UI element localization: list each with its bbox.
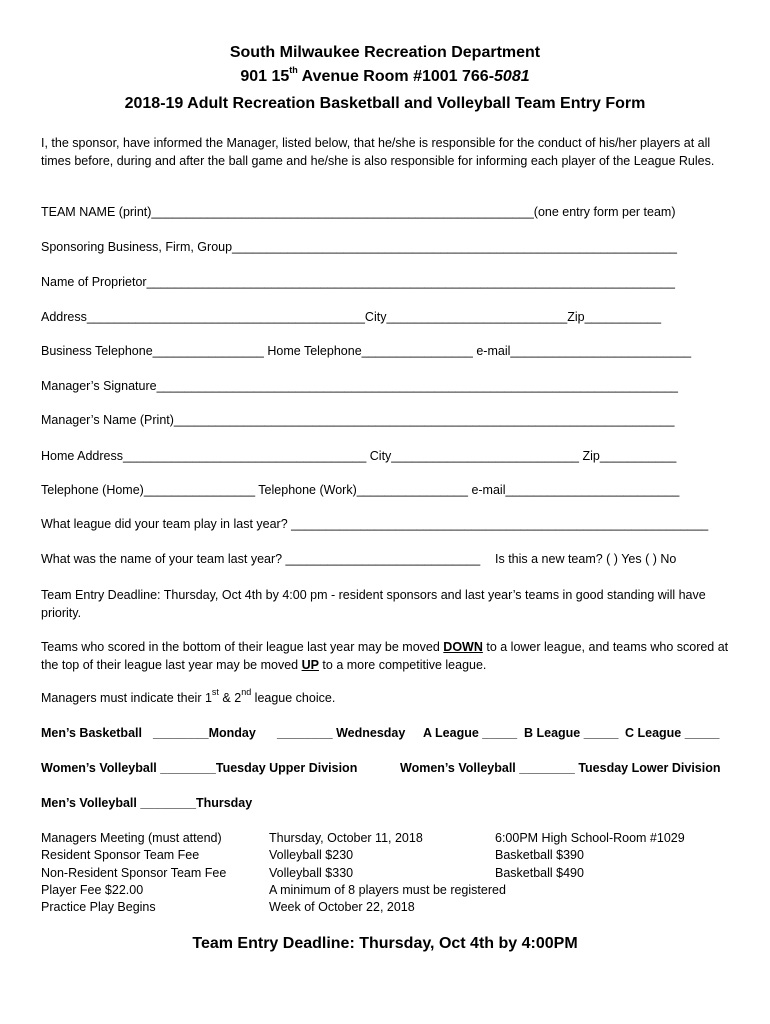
choice-sup-first: st: [211, 686, 219, 697]
choice-sup-second: nd: [241, 686, 252, 697]
choice-suffix: league choice.: [251, 691, 336, 705]
department-address: [0, 64, 770, 86]
movement-text-2: to a lower league, and teams who scored at the top of their league last year may be moved: [41, 640, 729, 672]
department-title: South Milwaukee Recreation Department: [229, 44, 541, 61]
schedule-value: Volleyball $330: [269, 865, 354, 880]
wednesday-choice[interactable]: ________ Wednesday: [277, 726, 406, 740]
movement-up: UP: [301, 657, 319, 672]
schedule-label: Managers Meeting (must attend): [41, 831, 222, 845]
schedule-value: Thursday, October 11, 2018: [269, 831, 423, 845]
monday-choice[interactable]: ________Monday: [153, 726, 256, 740]
schedule-label: Player Fee $22.00: [41, 882, 144, 897]
league-movement-paragraph: [41, 639, 731, 674]
b-league-choice[interactable]: B League _____: [524, 726, 619, 740]
schedule-label: Resident Sponsor Team Fee: [41, 848, 200, 863]
schedule-extra-value: Basketball $490: [495, 865, 584, 880]
movement-text-1: Teams who scored in the bottom of their league last year may be moved: [41, 640, 444, 654]
address-ordinal: th: [289, 64, 298, 75]
address-room: Avenue Room #1001 766-: [297, 68, 495, 85]
womens-volleyball-lower[interactable]: Women’s Volleyball ________ Tuesday Lower Division: [400, 761, 721, 775]
choice-amp: & 2: [218, 691, 242, 705]
home-address-field[interactable]: Home Address___________________________________ City___________________________ Zip___________: [41, 449, 677, 463]
mens-basketball-label: Men’s Basketball: [41, 726, 142, 740]
address-phone-suffix: 5081: [494, 68, 530, 85]
choice-prefix: Managers must indicate their 1: [41, 691, 212, 705]
womens-volleyball-upper[interactable]: Women’s Volleyball ________Tuesday Upper Division: [41, 761, 358, 775]
team-name-field[interactable]: TEAM NAME (print)_______________________________________________________(one entry form per team): [41, 205, 676, 219]
form-title: 2018-19 Adult Recreation Basketball and Volleyball Team Entry Form: [124, 95, 646, 112]
schedule-label: Non-Resident Sponsor Team Fee: [41, 865, 227, 880]
address-field[interactable]: Address________________________________________City__________________________Zip___________: [41, 310, 662, 324]
footer-deadline: Team Entry Deadline: Thursday, Oct 4th by 4:00PM: [192, 935, 578, 952]
proprietor-field[interactable]: Name of Proprietor____________________________________________________________________________: [41, 275, 675, 289]
movement-text-3: to a more competitive league.: [318, 657, 487, 672]
league-choice-instruction: [41, 686, 336, 705]
a-league-choice[interactable]: A League _____: [423, 726, 518, 740]
last-league-field[interactable]: What league did your team play in last year? ____________________________________________________________: [41, 517, 709, 531]
schedule-values: [269, 830, 506, 916]
schedule-extra-value: Basketball $390: [495, 848, 584, 863]
deadline-paragraph: Team Entry Deadline: Thursday, Oct 4th by 4:00 pm - resident sponsors and last year’s teams in good standing will have priority.: [41, 588, 706, 620]
schedule-extra-value: 6:00PM High School-Room #1029: [495, 831, 685, 845]
schedule-labels: [41, 830, 226, 916]
schedule-value: A minimum of 8 players must be registered: [269, 882, 506, 897]
schedule-label: Practice Play Begins: [41, 900, 156, 915]
address-prefix: 901 15: [240, 68, 290, 85]
telephone-field[interactable]: Telephone (Home)________________ Telephone (Work)________________ e-mail_________________________: [41, 483, 680, 497]
business-phone-field[interactable]: Business Telephone________________ Home Telephone________________ e-mail__________________________: [41, 344, 692, 358]
sponsoring-business-field[interactable]: Sponsoring Business, Firm, Group________________________________________________________________: [41, 240, 677, 254]
new-team-checkbox[interactable]: Is this a new team? ( ) Yes ( ) No: [495, 552, 677, 566]
manager-signature-field[interactable]: Manager’s Signature___________________________________________________________________________: [41, 379, 678, 393]
manager-name-field[interactable]: Manager’s Name (Print)________________________________________________________________________: [41, 413, 675, 427]
movement-down: DOWN: [443, 640, 483, 654]
last-team-name-field[interactable]: What was the name of your team last year? ____________________________: [41, 552, 481, 566]
mens-volleyball-thursday[interactable]: Men’s Volleyball ________Thursday: [41, 796, 253, 810]
schedule-value: Volleyball $230: [269, 848, 354, 863]
sponsor-statement: I, the sponsor, have informed the Manager, listed below, that he/she is responsible for the conduct of his/her players at all times before, during and after the ball game and he/she is also responsible for informing each player of the League Rules.: [41, 136, 715, 168]
schedule-extra: [495, 830, 685, 882]
c-league-choice[interactable]: C League _____: [625, 726, 720, 740]
schedule-value: Week of October 22, 2018: [269, 900, 415, 915]
